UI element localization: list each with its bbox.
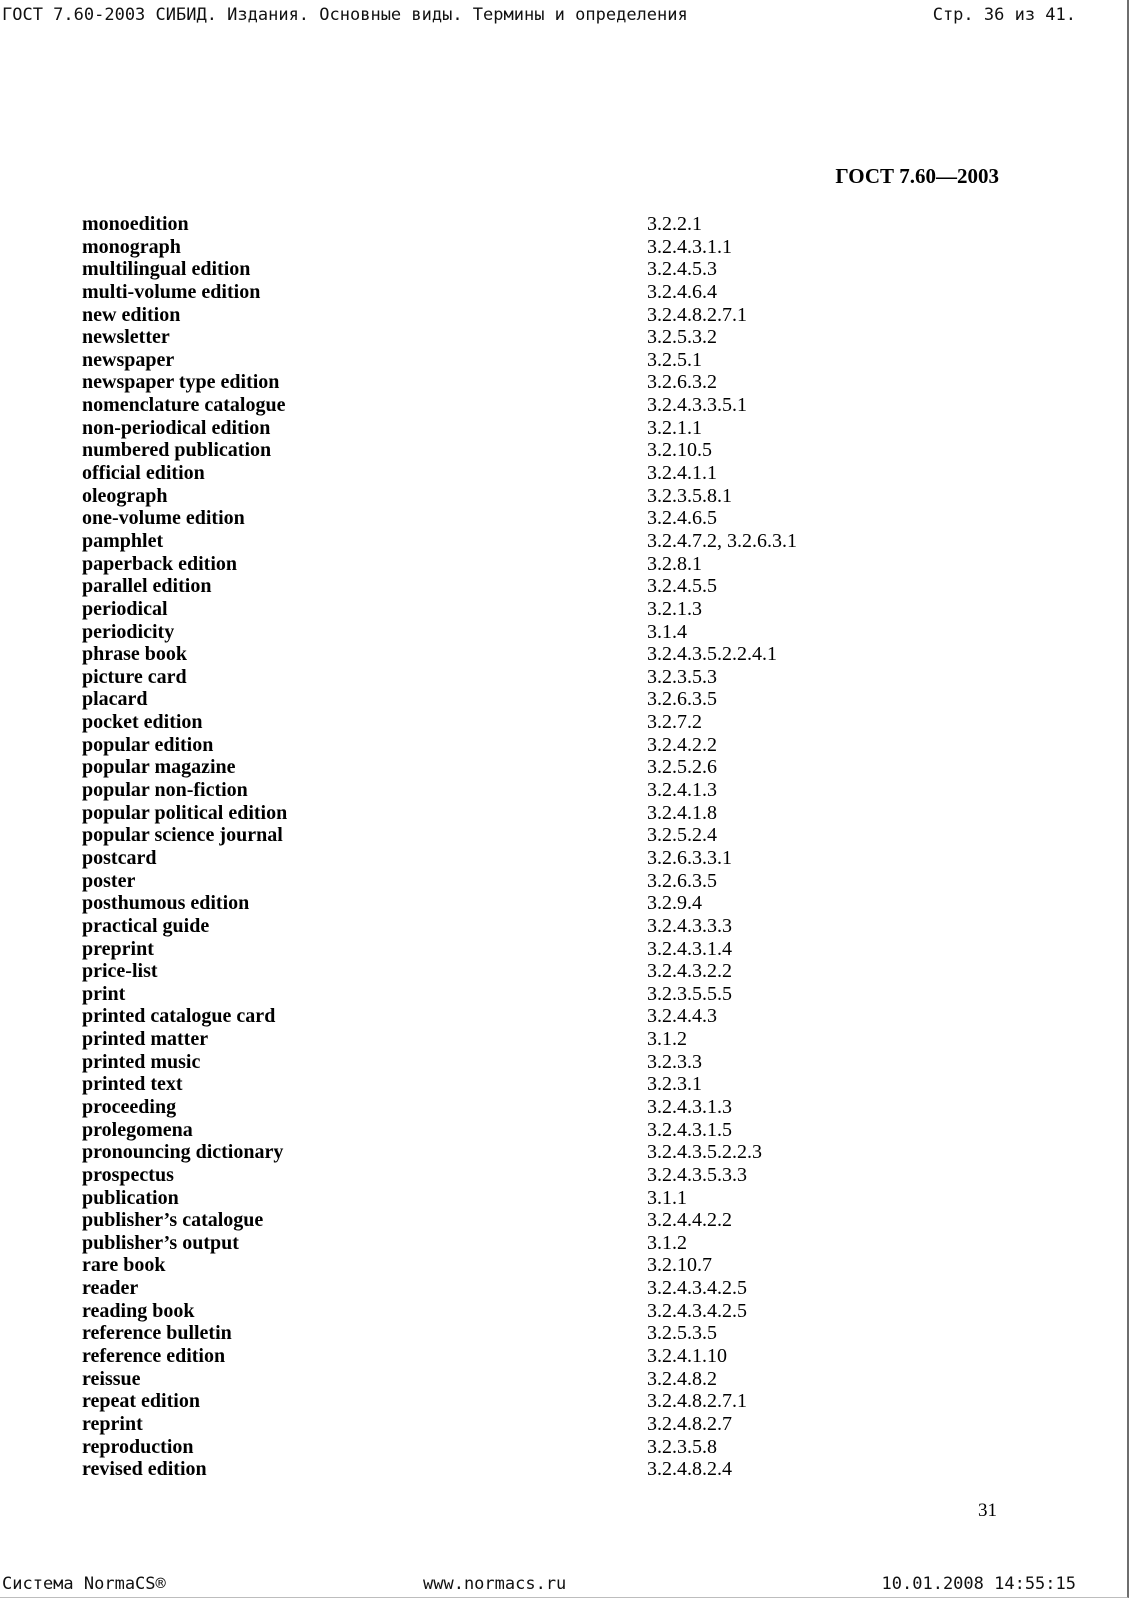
- index-term: monoedition: [82, 213, 189, 235]
- index-reference: 3.2.4.8.2.7: [647, 1412, 732, 1435]
- index-term: printed catalogue card: [82, 1005, 276, 1028]
- footer-datetime: 10.01.2008 14:55:15: [881, 1574, 1076, 1594]
- index-entry: [82, 870, 882, 893]
- index-entry: [82, 371, 882, 394]
- index-entry: [82, 1028, 882, 1051]
- index-term: non-periodical edition: [82, 416, 271, 439]
- index-entry: [82, 281, 882, 304]
- index-reference: 3.2.3.3: [647, 1050, 702, 1073]
- index-reference: 3.2.4.3.3.5.1: [647, 394, 747, 417]
- index-reference: 3.2.4.1.1: [647, 462, 717, 485]
- index-entry: [82, 236, 882, 259]
- index-entry: [82, 688, 882, 711]
- index-term: preprint: [82, 937, 154, 960]
- index-term: postcard: [82, 846, 157, 869]
- index-reference: 3.2.4.8.2.7.1: [647, 303, 747, 326]
- index-reference: 3.2.9.4: [647, 892, 702, 915]
- index-term: popular edition: [82, 733, 214, 756]
- index-reference: 3.2.1.3: [647, 597, 702, 620]
- index-reference: 3.2.4.3.5.3.3: [647, 1163, 747, 1186]
- index-entry: [82, 507, 882, 530]
- index-term: reader: [82, 1277, 139, 1300]
- index-entry: [82, 439, 882, 462]
- index-term: parallel edition: [82, 575, 212, 598]
- index-term: one-volume edition: [82, 507, 245, 530]
- index-term: practical guide: [82, 914, 210, 937]
- index-term: popular political edition: [82, 801, 288, 824]
- index-reference: 3.2.5.3.2: [647, 326, 717, 349]
- index-entry: [82, 1345, 882, 1368]
- index-entry: [82, 553, 882, 576]
- index-reference: 3.1.2: [647, 1028, 687, 1051]
- index-entry: [82, 1051, 882, 1074]
- index-term: newspaper type edition: [82, 371, 280, 394]
- index-entry: [82, 1390, 882, 1413]
- index-reference: 3.2.3.5.8.1: [647, 484, 732, 507]
- index-term: paperback edition: [82, 552, 238, 575]
- index-term: print: [82, 982, 126, 1005]
- index-term: pamphlet: [82, 529, 164, 552]
- index-reference: 3.2.4.3.1.3: [647, 1095, 732, 1118]
- index-entry: [82, 1368, 882, 1391]
- index-entry: [82, 1413, 882, 1436]
- index-term: printed music: [82, 1050, 201, 1073]
- index-term: pocket edition: [82, 711, 203, 734]
- index-entry: [82, 1005, 882, 1028]
- index-term: placard: [82, 688, 148, 711]
- index-term: posthumous edition: [82, 892, 250, 915]
- index-reference: 3.2.1.1: [647, 416, 702, 439]
- index-term: numbered publication: [82, 439, 272, 462]
- index-term: periodicity: [82, 620, 175, 643]
- index-reference: 3.2.4.3.1.5: [647, 1118, 732, 1141]
- index-entry: [82, 960, 882, 983]
- index-term: nomenclature catalogue: [82, 394, 286, 417]
- index-reference: 3.2.10.5: [647, 439, 712, 462]
- index-entry: [82, 1119, 882, 1142]
- index-entry: [82, 1209, 882, 1232]
- index-reference: 3.2.4.8.2.4: [647, 1458, 732, 1481]
- index-entry: [82, 1096, 882, 1119]
- running-header-page-info: Стр. 36 из 41.: [932, 5, 1076, 25]
- index-reference: 3.2.4.2.2: [647, 733, 717, 756]
- index-reference: 3.2.6.3.5: [647, 869, 717, 892]
- index-entry: [82, 1254, 882, 1277]
- index-term: publication: [82, 1186, 179, 1209]
- index-reference: 3.1.2: [647, 1231, 687, 1254]
- index-reference: 3.2.5.2.6: [647, 756, 717, 779]
- index-reference: 3.2.4.1.10: [647, 1345, 727, 1368]
- index-term: popular non-fiction: [82, 779, 248, 802]
- index-reference: 3.2.4.8.2: [647, 1367, 717, 1390]
- index-reference: 3.1.1: [647, 1186, 687, 1209]
- index-term: reading book: [82, 1299, 195, 1322]
- index-reference: 3.2.6.3.2: [647, 371, 717, 394]
- index-term: official edition: [82, 462, 205, 485]
- index-reference: 3.2.4.3.5.2.2.4.1: [647, 643, 777, 666]
- index-reference: 3.2.4.3.5.2.2.3: [647, 1141, 762, 1164]
- index-entry: [82, 462, 882, 485]
- index-term: poster: [82, 869, 136, 892]
- index-reference: 3.2.4.4.3: [647, 1005, 717, 1028]
- index-term: monograph: [82, 235, 181, 258]
- index-entry: [82, 258, 882, 281]
- index-reference: 3.2.10.7: [647, 1254, 712, 1277]
- running-header-title: ГОСТ 7.60-2003 СИБИД. Издания. Основные виды. Термины и определения: [2, 5, 688, 25]
- index-entry: [82, 734, 882, 757]
- index-term: multilingual edition: [82, 258, 251, 281]
- index-term: rare book: [82, 1254, 166, 1277]
- index-entry: [82, 1322, 882, 1345]
- index-entry: [82, 847, 882, 870]
- index-term: picture card: [82, 665, 187, 688]
- index-term: printed matter: [82, 1028, 209, 1051]
- index-reference: 3.2.3.5.3: [647, 665, 717, 688]
- index-term: new edition: [82, 303, 181, 326]
- index-reference: 3.2.4.3.1.1: [647, 235, 732, 258]
- index-reference: 3.2.6.3.5: [647, 688, 717, 711]
- index-reference: 3.2.4.3.3.3: [647, 914, 732, 937]
- index-reference: 3.2.7.2: [647, 711, 702, 734]
- index-entry: [82, 1277, 882, 1300]
- index-entry: [82, 621, 882, 644]
- index-term: reference bulletin: [82, 1322, 232, 1345]
- index-entry: [82, 643, 882, 666]
- index-entry: [82, 326, 882, 349]
- index-term: reissue: [82, 1367, 141, 1390]
- index-reference: 3.2.8.1: [647, 552, 702, 575]
- index-reference: 3.2.4.4.2.2: [647, 1209, 732, 1232]
- index-term: newspaper: [82, 348, 175, 371]
- index-reference: 3.2.6.3.3.1: [647, 846, 732, 869]
- index-reference: 3.2.3.5.8: [647, 1435, 717, 1458]
- index-reference: 3.2.3.5.5.5: [647, 982, 732, 1005]
- index-term: proceeding: [82, 1095, 177, 1118]
- index-entry: [82, 802, 882, 825]
- index-entry: [82, 349, 882, 372]
- index-term: multi-volume edition: [82, 280, 261, 303]
- index-term: pronouncing dictionary: [82, 1141, 284, 1164]
- index-reference: 3.2.4.1.8: [647, 801, 717, 824]
- index-entry: [82, 1300, 882, 1323]
- index-term: price-list: [82, 960, 158, 983]
- index-reference: 3.2.3.1: [647, 1073, 702, 1096]
- index-term: printed text: [82, 1073, 183, 1096]
- index-entry: [82, 711, 882, 734]
- index-reference: 3.2.4.3.1.4: [647, 937, 732, 960]
- index-entry: [82, 394, 882, 417]
- index-term: popular science journal: [82, 824, 283, 847]
- index-term: periodical: [82, 597, 168, 620]
- index-reference: 3.2.4.6.5: [647, 507, 717, 530]
- footer-url: www.normacs.ru: [423, 1574, 567, 1594]
- index-reference: 3.2.4.6.4: [647, 280, 717, 303]
- index-entry: [82, 485, 882, 508]
- index-reference: 3.2.5.3.5: [647, 1322, 717, 1345]
- index-reference: 3.2.4.8.2.7.1: [647, 1390, 747, 1413]
- index-term: phrase book: [82, 643, 188, 666]
- index-entry: [82, 756, 882, 779]
- page-number: 31: [978, 1500, 997, 1521]
- index-entry: [82, 779, 882, 802]
- index-reference: 3.2.4.3.4.2.5: [647, 1299, 747, 1322]
- index-term: publisher’s catalogue: [82, 1209, 264, 1232]
- index-entry: [82, 1187, 882, 1210]
- index-reference: 3.2.4.1.3: [647, 779, 717, 802]
- index-term: publisher’s output: [82, 1231, 239, 1254]
- index-reference: 3.2.4.5.3: [647, 258, 717, 281]
- index-reference: 3.2.5.1: [647, 348, 702, 371]
- index-reference: 3.2.2.1: [647, 213, 702, 235]
- index-entry: [82, 915, 882, 938]
- index-entry: [82, 938, 882, 961]
- index-term: prospectus: [82, 1163, 174, 1186]
- index-entry: [82, 213, 882, 236]
- index-entry: [82, 824, 882, 847]
- index-entry: [82, 1164, 882, 1187]
- index-entry: [82, 1458, 882, 1481]
- index-entry: [82, 304, 882, 327]
- index-term: reprint: [82, 1412, 143, 1435]
- index-term: repeat edition: [82, 1390, 200, 1413]
- index-term: reproduction: [82, 1435, 194, 1458]
- index-entry: [82, 983, 882, 1006]
- index-term: oleograph: [82, 484, 168, 507]
- index-entry: [82, 1073, 882, 1096]
- index-term: revised edition: [82, 1458, 207, 1481]
- footer-system-name: Система NormaCS®: [2, 1574, 166, 1594]
- index-reference: 3.1.4: [647, 620, 687, 643]
- index-reference: 3.2.4.5.5: [647, 575, 717, 598]
- index-entry: [82, 892, 882, 915]
- index-entry: [82, 575, 882, 598]
- index-reference: 3.2.4.7.2, 3.2.6.3.1: [647, 529, 797, 552]
- index-term: reference edition: [82, 1345, 226, 1368]
- index-reference: 3.2.5.2.4: [647, 824, 717, 847]
- index-entry: [82, 1232, 882, 1255]
- index-entry: [82, 530, 882, 553]
- index-entry: [82, 1141, 882, 1164]
- index-entry: [82, 417, 882, 440]
- document-code: ГОСТ 7.60—2003: [835, 164, 999, 188]
- index-term: prolegomena: [82, 1118, 193, 1141]
- index-term: popular magazine: [82, 756, 236, 779]
- index-entry: [82, 666, 882, 689]
- term-index-list: [82, 213, 882, 1481]
- index-entry: [82, 598, 882, 621]
- index-term: newsletter: [82, 326, 170, 349]
- index-reference: 3.2.4.3.2.2: [647, 960, 732, 983]
- index-entry: [82, 1436, 882, 1459]
- index-reference: 3.2.4.3.4.2.5: [647, 1277, 747, 1300]
